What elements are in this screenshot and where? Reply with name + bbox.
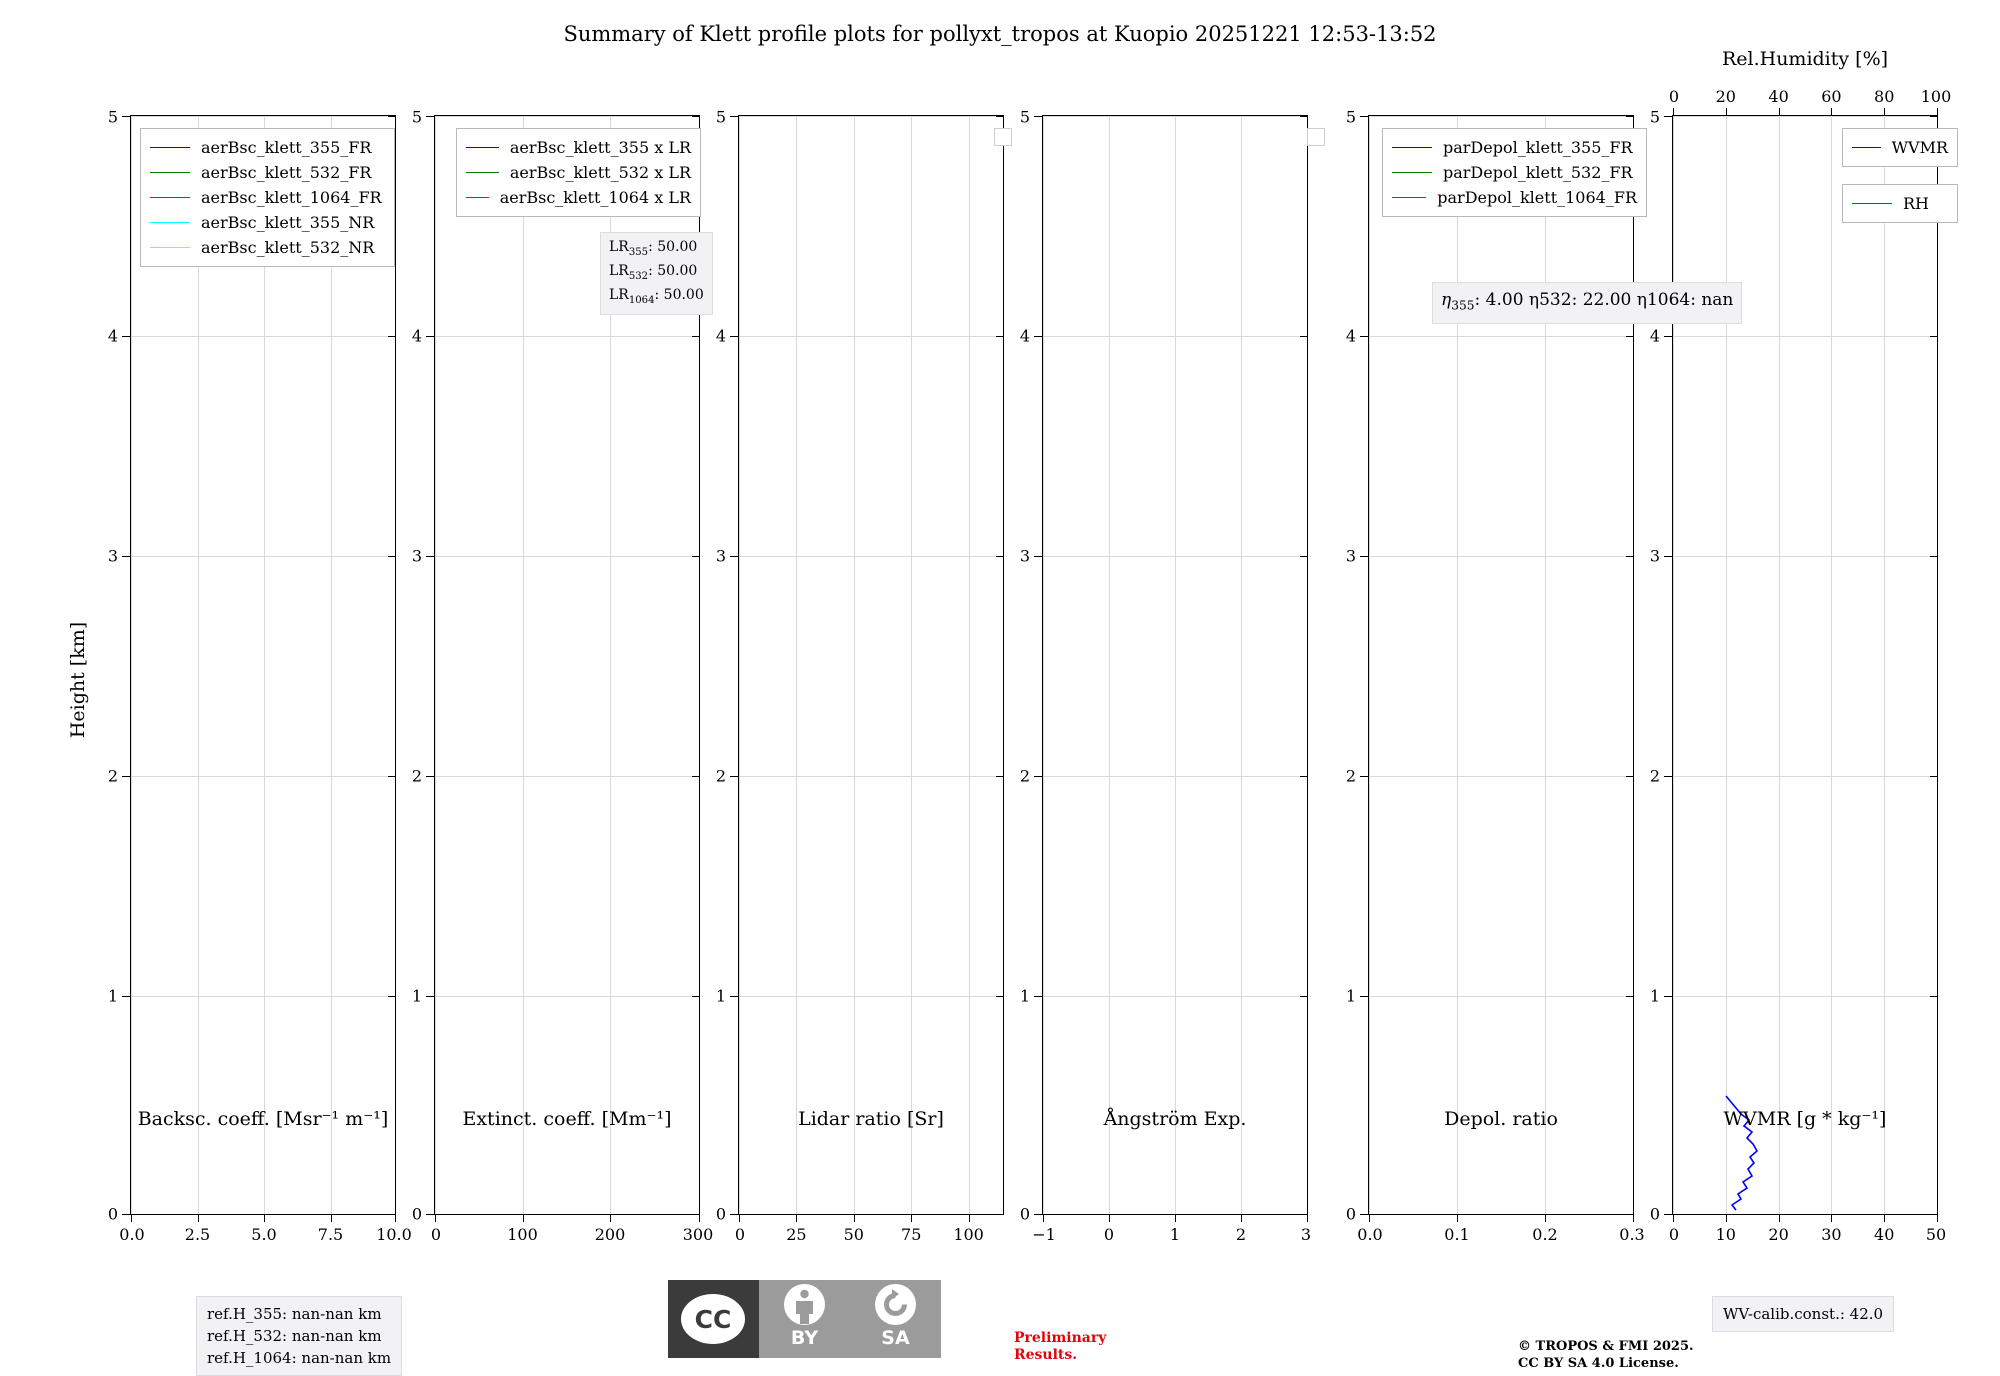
legend-label: parDepol_klett_355_FR [1443,138,1633,157]
legend-label: aerBsc_klett_355 x LR [509,138,691,157]
xtick-label: 2 [1235,1225,1247,1244]
top-xtick-label: 20 [1715,87,1736,106]
xtick-label: 40 [1874,1225,1895,1244]
ytick-label: 5 [107,107,118,127]
panel-angstroem [1019,107,1312,1244]
legend-label: aerBsc_klett_532 x LR [509,163,691,182]
axis-title-backscatter: Backsc. coeff. [Msr⁻¹ m⁻¹] [137,1108,389,1130]
legend-label: aerBsc_klett_355_FR [201,138,372,157]
top-xtick-label: 60 [1821,87,1842,106]
wv-calib-const-box [1712,1296,1894,1332]
panel-depol-ratio [1345,107,1645,1244]
y-axis-label: Height [km] [67,621,89,739]
legend-item[interactable] [1392,135,1637,160]
plot-area-angstroem [1043,116,1307,1214]
legend-item[interactable] [150,160,385,185]
legend-swatch-icon [1392,172,1432,173]
ytick-label: 0 [715,1204,726,1224]
legend-item[interactable] [1392,160,1637,185]
ytick-label: 3 [107,546,118,566]
ref-height-1064: ref.H_1064: nan-nan km [207,1349,392,1367]
person-icon [784,1284,825,1325]
copyright-line-2: CC BY SA 4.0 License. [1518,1356,1679,1371]
ytick-label: 4 [107,326,118,346]
panel-wvmr-rh [1649,87,1952,1244]
ytick-label: 4 [1019,326,1030,346]
lidar-ratio-values-box [600,232,713,315]
ytick-label: 1 [715,986,726,1006]
axis-title-lidar-ratio: Lidar ratio [Sr] [798,1108,944,1130]
axis-title-angstroem: Ångström Exp. [1103,1108,1247,1130]
legend-rh [1842,184,1958,223]
ytick-label: 2 [1019,766,1030,786]
ytick-label: 4 [411,326,422,346]
copyright-line-1: © TROPOS & FMI 2025. [1518,1339,1694,1354]
legend-swatch-icon [466,147,499,148]
axis-title-depol-ratio: Depol. ratio [1444,1108,1558,1130]
xtick-label: 0 [430,1225,442,1244]
plot-area-wvmr-rh [1673,116,1937,1214]
eta-values-box: $\eta_{355}$: 4.00 η532: 22.00 η1064: nan [1432,282,1742,324]
legend-item[interactable] [150,135,385,160]
page-title: Summary of Klett profile plots for pollyxt_tropos at Kuopio 20251221 12:53-13:52 [563,22,1437,46]
ytick-label: 0 [411,1204,422,1224]
top-xtick-label: 0 [1668,87,1680,106]
legend-label: parDepol_klett_532_FR [1443,163,1633,182]
ytick-label: 3 [411,546,422,566]
xtick-label: 0 [734,1225,746,1244]
empty-legend-box-angstroem [1307,128,1325,146]
ytick-label: 0 [1345,1204,1356,1224]
ytick-label: 4 [1345,326,1356,346]
copyright-note [1518,1338,1694,1372]
ytick-label: 1 [411,986,422,1006]
legend-item[interactable] [466,135,691,160]
xtick-label: 1 [1169,1225,1181,1244]
legend-swatch-icon [1852,203,1892,204]
plot-area-lidar-ratio [739,116,1003,1214]
legend-label: aerBsc_klett_532_NR [201,238,375,257]
plot-area-depol-ratio [1369,116,1633,1214]
lr-355-value: $LR_{355}$: 50.00 [609,239,698,258]
xtick-label: 300 [682,1225,714,1244]
ytick-label: 2 [715,766,726,786]
xtick-label: 0.0 [119,1225,145,1244]
plot-area-backscatter [131,116,395,1214]
ytick-label: 3 [715,546,726,566]
legend-label: aerBsc_klett_532_FR [201,163,372,182]
ytick-label: 0 [1019,1204,1030,1224]
cc-logo-block [668,1280,759,1358]
xtick-label: 0.0 [1357,1225,1383,1244]
legend-swatch-icon [1392,197,1426,198]
legend-item[interactable] [1852,135,1948,160]
xtick-label: 5.0 [251,1225,277,1244]
cc-sa-block [850,1280,941,1358]
ytick-label: 2 [1649,766,1660,786]
xtick-label: 100 [507,1225,538,1244]
xtick-label: 0.3 [1619,1225,1645,1244]
legend-label: parDepol_klett_1064_FR [1437,188,1637,207]
legend-label: aerBsc_klett_1064 x LR [499,188,691,207]
legend-swatch-icon [1392,147,1432,148]
ytick-label: 5 [411,107,422,127]
ytick-label: 0 [1649,1204,1660,1224]
legend-swatch-icon [1852,147,1881,148]
xtick-label: 0 [1668,1225,1680,1244]
legend-swatch-icon [150,197,190,198]
legend-label: WVMR [1891,138,1948,157]
xtick-label: 100 [953,1225,984,1244]
ytick-label: 5 [1345,107,1356,127]
preliminary-results-note [1014,1330,1106,1364]
empty-legend-box-lidar-ratio [994,128,1012,146]
xtick-label: −1 [1032,1225,1056,1244]
ytick-label: 2 [107,766,118,786]
lr-1064-value: $LR_{1064}$: 50.00 [609,286,704,306]
top-xtick-label: 100 [1920,87,1952,106]
legend-swatch-icon [150,247,190,248]
ytick-label: 5 [715,107,726,127]
ytick-label: 5 [1649,107,1660,127]
xtick-label: 50 [843,1225,864,1244]
cc-license-logo [668,1280,941,1358]
xtick-label: 50 [1925,1225,1947,1244]
panel-backscatter [107,107,412,1244]
wvmr-series-line [1673,116,1937,1214]
cc-logo-text: CC [694,1304,732,1334]
xtick-label: 0.2 [1532,1225,1558,1244]
xtick-label: 30 [1821,1225,1842,1244]
ytick-label: 2 [1345,766,1356,786]
legend-item[interactable] [1852,191,1948,216]
legend-swatch-icon [466,197,489,198]
wv-calib-const-value: WV-calib.const.: 42.0 [1723,1305,1884,1323]
legend-swatch-icon [150,172,190,173]
xtick-label: 10 [1715,1225,1736,1244]
legend-extinction [456,128,701,217]
ytick-label: 4 [1649,326,1660,346]
legend-label: aerBsc_klett_1064_FR [201,188,382,207]
xtick-label: 25 [786,1225,807,1244]
ytick-label: 0 [107,1204,118,1224]
top-xtick-label: 80 [1874,87,1895,106]
xtick-label: 2.5 [184,1225,211,1244]
panel-lidar-ratio [715,107,1004,1244]
xtick-label: 75 [901,1225,922,1244]
ytick-label: 1 [1345,986,1356,1006]
top-xtick-label: 40 [1768,87,1789,106]
legend-item[interactable] [466,185,691,210]
ytick-label: 4 [715,326,726,346]
preliminary-line-1: Preliminary [1014,1330,1107,1346]
legend-swatch-icon [466,172,499,173]
ytick-label: 2 [411,766,422,786]
preliminary-line-2: Results. [1014,1347,1078,1363]
cc-by-text: BY [790,1327,819,1349]
xtick-label: 20 [1768,1225,1789,1244]
xtick-label: 200 [594,1225,626,1244]
legend-item[interactable] [150,185,385,210]
ytick-label: 3 [1649,546,1660,566]
ytick-label: 3 [1019,546,1030,566]
lr-532-value: $LR_{532}$: 50.00 [609,262,698,282]
ytick-label: 3 [1345,546,1356,566]
legend-item[interactable] [1392,185,1637,210]
xtick-label: 10.0 [376,1225,412,1244]
legend-label: aerBsc_klett_355_NR [201,213,375,232]
legend-depol-ratio [1382,128,1647,217]
legend-label: RH [1903,194,1929,213]
ref-height-532: ref.H_532: nan-nan km [207,1327,382,1345]
xtick-label: 0 [1103,1225,1115,1244]
axis-title-wvmr: WVMR [g * kg⁻¹] [1723,1108,1887,1130]
ytick-label: 1 [107,986,118,1006]
cc-sa-text: SA [881,1327,910,1349]
legend-item[interactable] [150,235,385,260]
ytick-label: 1 [1649,986,1660,1006]
legend-item[interactable] [150,210,385,235]
xtick-label: 7.5 [317,1225,344,1244]
xtick-label: 3 [1300,1225,1312,1244]
share-alike-icon [875,1284,916,1325]
axis-title-extinction: Extinct. coeff. [Mm⁻¹] [462,1108,672,1130]
legend-swatch-icon [150,222,190,223]
ytick-label: 5 [1019,107,1030,127]
ytick-label: 1 [1019,986,1030,1006]
reference-heights-box [196,1296,402,1376]
axis-title-rh: Rel.Humidity [%] [1721,48,1889,70]
xtick-label: 0.1 [1444,1225,1470,1244]
legend-backscatter [140,128,395,267]
ref-height-355: ref.H_355: nan-nan km [207,1305,382,1323]
legend-item[interactable] [466,160,691,185]
cc-by-block [759,1280,850,1358]
legend-swatch-icon [150,147,190,148]
legend-wvmr [1842,128,1958,167]
